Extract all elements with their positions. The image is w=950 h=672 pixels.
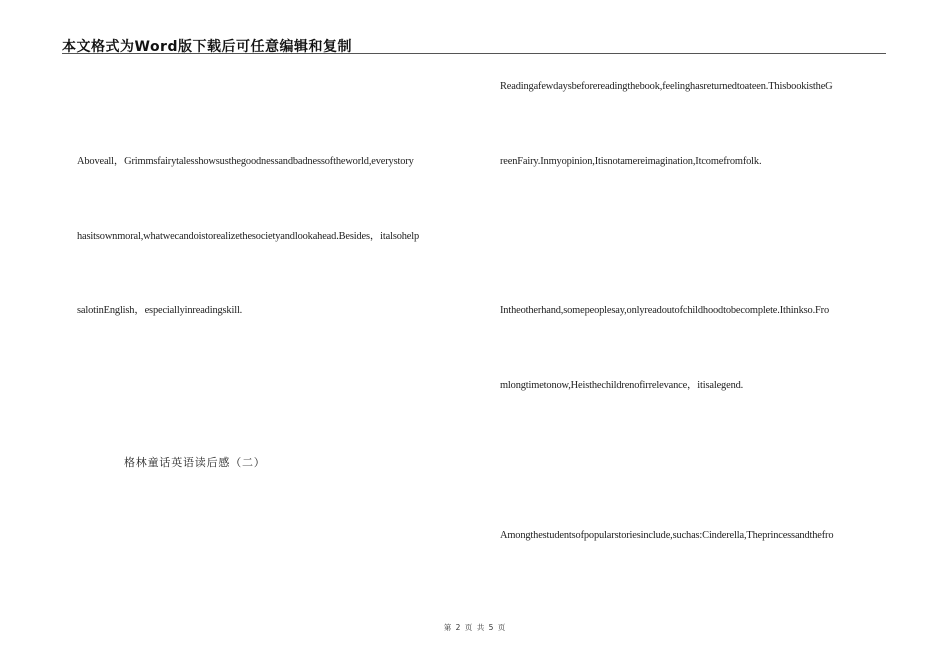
left-paragraph-line: Aboveall，Grimmsfairytalesshowsusthegoodnessandbadnessoftheworld,everystory <box>77 156 414 167</box>
header-divider <box>62 53 886 54</box>
right-paragraph-line: Readingafewdaysbeforereadingthebook,feelinghasreturnedtoateen.ThisbookistheG <box>500 81 833 92</box>
left-paragraph-line: hasitsownmoral,whatwecandoistorealizethesocietyandlookahead.Besides，italsohelp <box>77 231 420 242</box>
right-paragraph-line: mlongtimetonow,Heisthechildrenofirrelevance，itisalegend. <box>500 380 744 391</box>
right-paragraph-line: Intheotherhand,somepeoplesay,onlyreadoutofchildhoodtobecomplete.Ithinkso.Fro <box>500 305 829 316</box>
section-subtitle: 格林童话英语读后感（二） <box>124 456 266 469</box>
page-number-footer: 第 2 页 共 5 页 <box>443 623 507 632</box>
right-paragraph-line: reenFairy.Inmyopinion,Itisnotamereimagination,Itcomefromfolk. <box>500 156 762 167</box>
right-paragraph-line: Amongthestudentsofpopularstoriesinclude,suchas:Cinderella,Theprincessandthefro <box>500 530 834 541</box>
left-paragraph-line: salotinEnglish，especiallyinreadingskill. <box>77 305 243 316</box>
document-header-title: 本文格式为Word版下载后可任意编辑和复制 <box>62 39 352 55</box>
